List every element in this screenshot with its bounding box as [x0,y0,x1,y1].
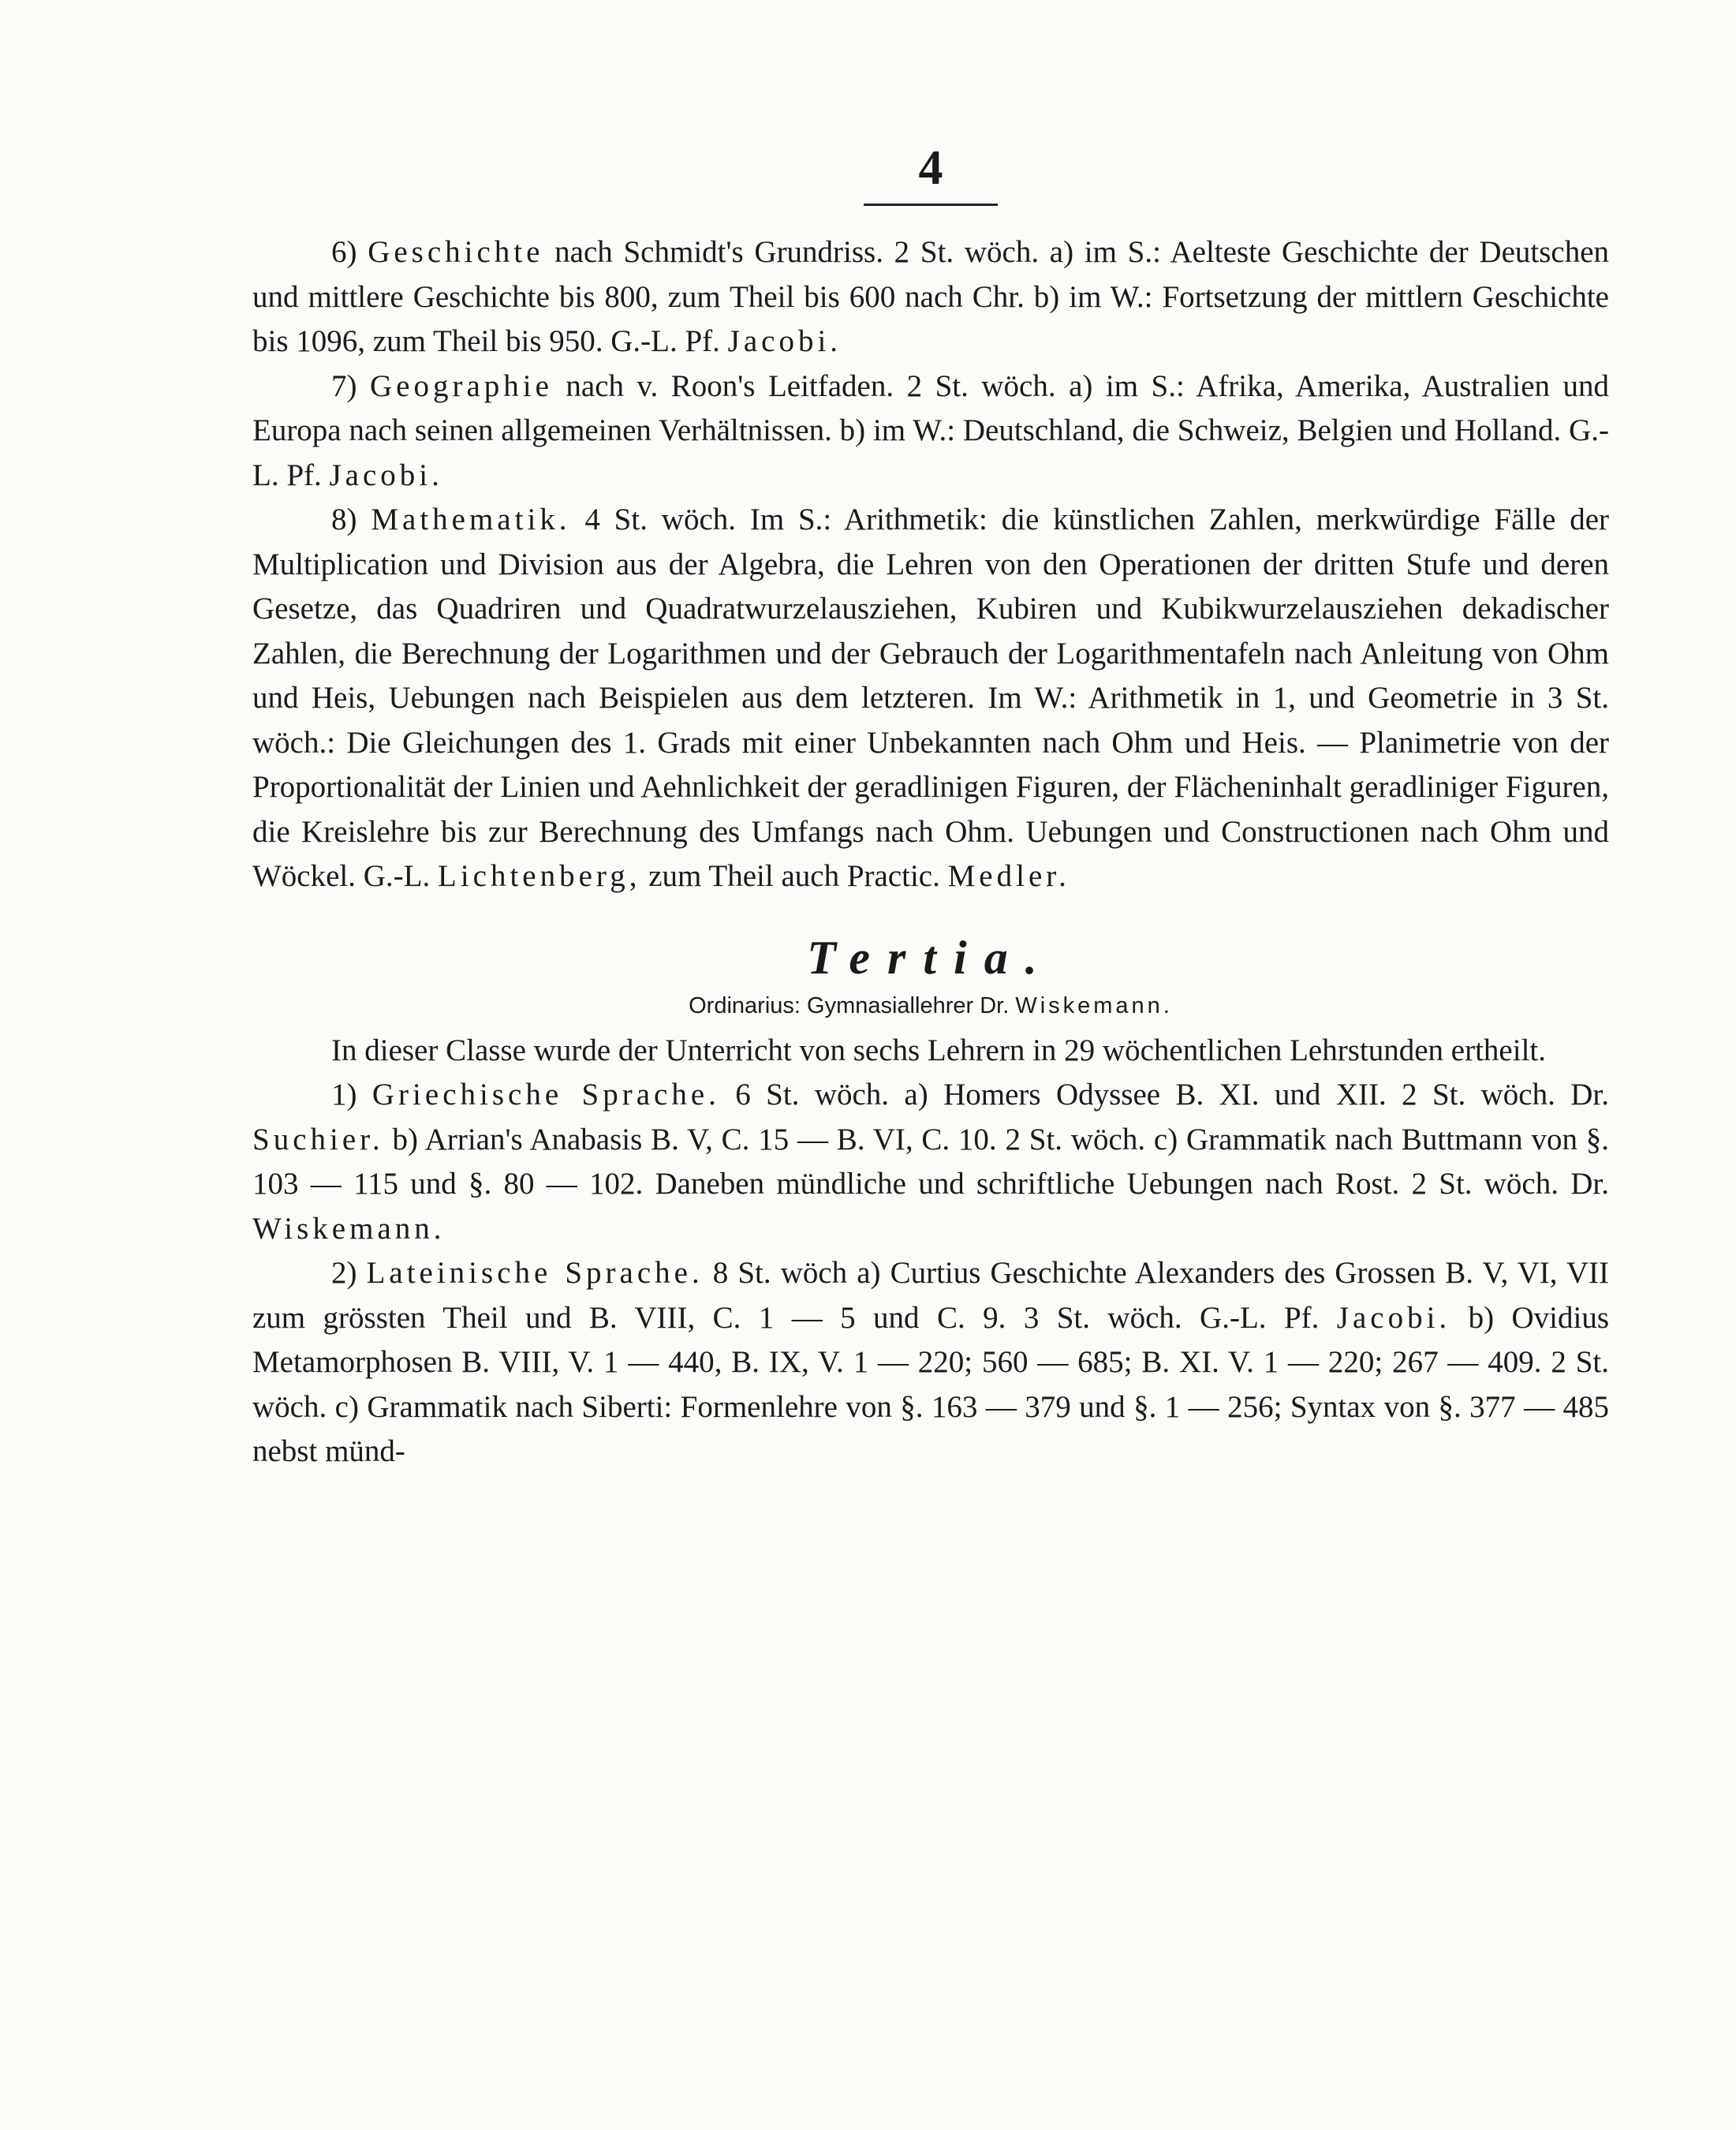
section-text: 8 St. wöch a) Curtius Geschichte Alexanders des Grossen B. V, VI, VII zum grössten Theil und B. VIII, C. 1 — 5 und C. 9. 3 St. wöch. G.-L. Pf. [252,1256,1609,1335]
section-number: 1) [331,1078,357,1112]
section-subject: Griechische Sprache. [371,1078,720,1112]
section-geographie [252,364,1609,499]
section-text-continued: zum Theil auch Practic. [648,859,940,893]
section-subject: Geographie [370,368,553,403]
section-text-continued: b) Ovidius Metamorphosen B. VIII, V. 1 — 440, B. IX, V. 1 — 220; 560 — 685; B. XI. V. 1 — 220; 267 — 409. 2 St. wöch. c) Grammatik nach Siberti: Formenlehre von §. 163 — 379 und §. 1 — 256; Syntax von §. 377 — 485 nebst münd- [252,1300,1610,1468]
section-griechisch [252,1073,1609,1251]
section-number: 2) [331,1256,357,1290]
section-teacher: Jacobi. [329,458,443,492]
section-number: 7) [331,368,357,403]
section-text: 6 St. wöch. a) Homers Odyssee B. XI. und XII. 2 St. wöch. Dr. [735,1078,1609,1112]
section-subject: Geschichte [368,235,544,269]
section-teacher: Jacobi. [727,324,842,358]
body-text [252,230,1609,1474]
section-teacher-second: Medler. [947,859,1070,893]
section-subject: Mathematik. [371,503,571,536]
class-heading: Tertia. [807,931,1055,984]
page-number: 4 [918,141,943,195]
section-teacher: Jacobi. [1336,1300,1451,1335]
section-text: nach v. Roon's Leitfaden. 2 St. wöch. a) im S.: Afrika, Amerika, Australien und Europa nach seinen allgemeinen Verhältnissen. b) im W.: Deutschland, die Schweiz, Belgien und Holland. G.-L. Pf. [252,368,1610,492]
class-intro: In dieser Classe wurde der Unterricht von sechs Lehrern in 29 wöchentlichen Lehrstunden ertheilt. [331,1033,1546,1067]
section-teacher: Suchier. [252,1122,384,1157]
section-latein [252,1251,1609,1474]
ordinarius-line [252,991,1609,1021]
section-geschichte [252,230,1609,364]
section-text: 4 St. wöch. Im S.: Arithmetik: die künstlichen Zahlen, merkwürdige Fälle der Multiplication und Division aus der Algebra, die Lehren von den Operationen der dritten Stufe und deren Gesetze, das Quadriren und Quadratwurzelausziehen, Kubiren und Kubikwurzelausziehen dekadischer Zahlen, die Berechnung der Logarithmen und der Gebrauch der Logarithmentafeln nach Anleitung von Ohm und Heis, Uebungen nach Beispielen aus dem letzteren. Im W.: Arithmetik in 1, und Geometrie in 3 St. wöch.: Die Gleichungen des 1. Grads mit einer Unbekannten nach Ohm und Heis. — Planimetrie von der Proportionalität der Linien und Aehnlichkeit der geradlinigen Figuren, der Flächeninhalt geradliniger Figuren, die Kreislehre bis zur Berechnung des Umfangs nach Ohm. Uebungen und Constructionen nach Ohm und Wöckel. G.-L. [252,503,1610,893]
section-mathematik [252,498,1609,899]
section-teacher: Lichtenberg, [438,859,641,893]
section-teacher-second: Wiskemann. [252,1211,446,1246]
ordinarius-name: Wiskemann. [1015,992,1173,1018]
section-number: 8) [331,503,357,536]
ordinarius-label: Ordinarius: Gymnasiallehrer Dr. [689,992,1010,1018]
section-text-continued: b) Arrian's Anabasis B. V, C. 15 — B. VI, C. 10. 2 St. wöch. c) Grammatik nach Buttmann von §. 103 — 115 und §. 80 — 102. Daneben mündliche und schriftliche Uebungen nach Rost. 2 St. wöch. Dr. [252,1122,1609,1201]
page-number-rule [864,204,998,206]
section-text: nach Schmidt's Grundriss. 2 St. wöch. a) im S.: Aelteste Geschichte der Deutschen und mittlere Geschichte bis 800, zum Theil bis 600 nach Chr. b) im W.: Fortsetzung der mittlern Geschichte bis 1096, zum Theil bis 950. G.-L. Pf. [252,235,1610,358]
section-number: 6) [331,235,357,269]
section-subject: Lateinische Sprache. [366,1256,704,1290]
